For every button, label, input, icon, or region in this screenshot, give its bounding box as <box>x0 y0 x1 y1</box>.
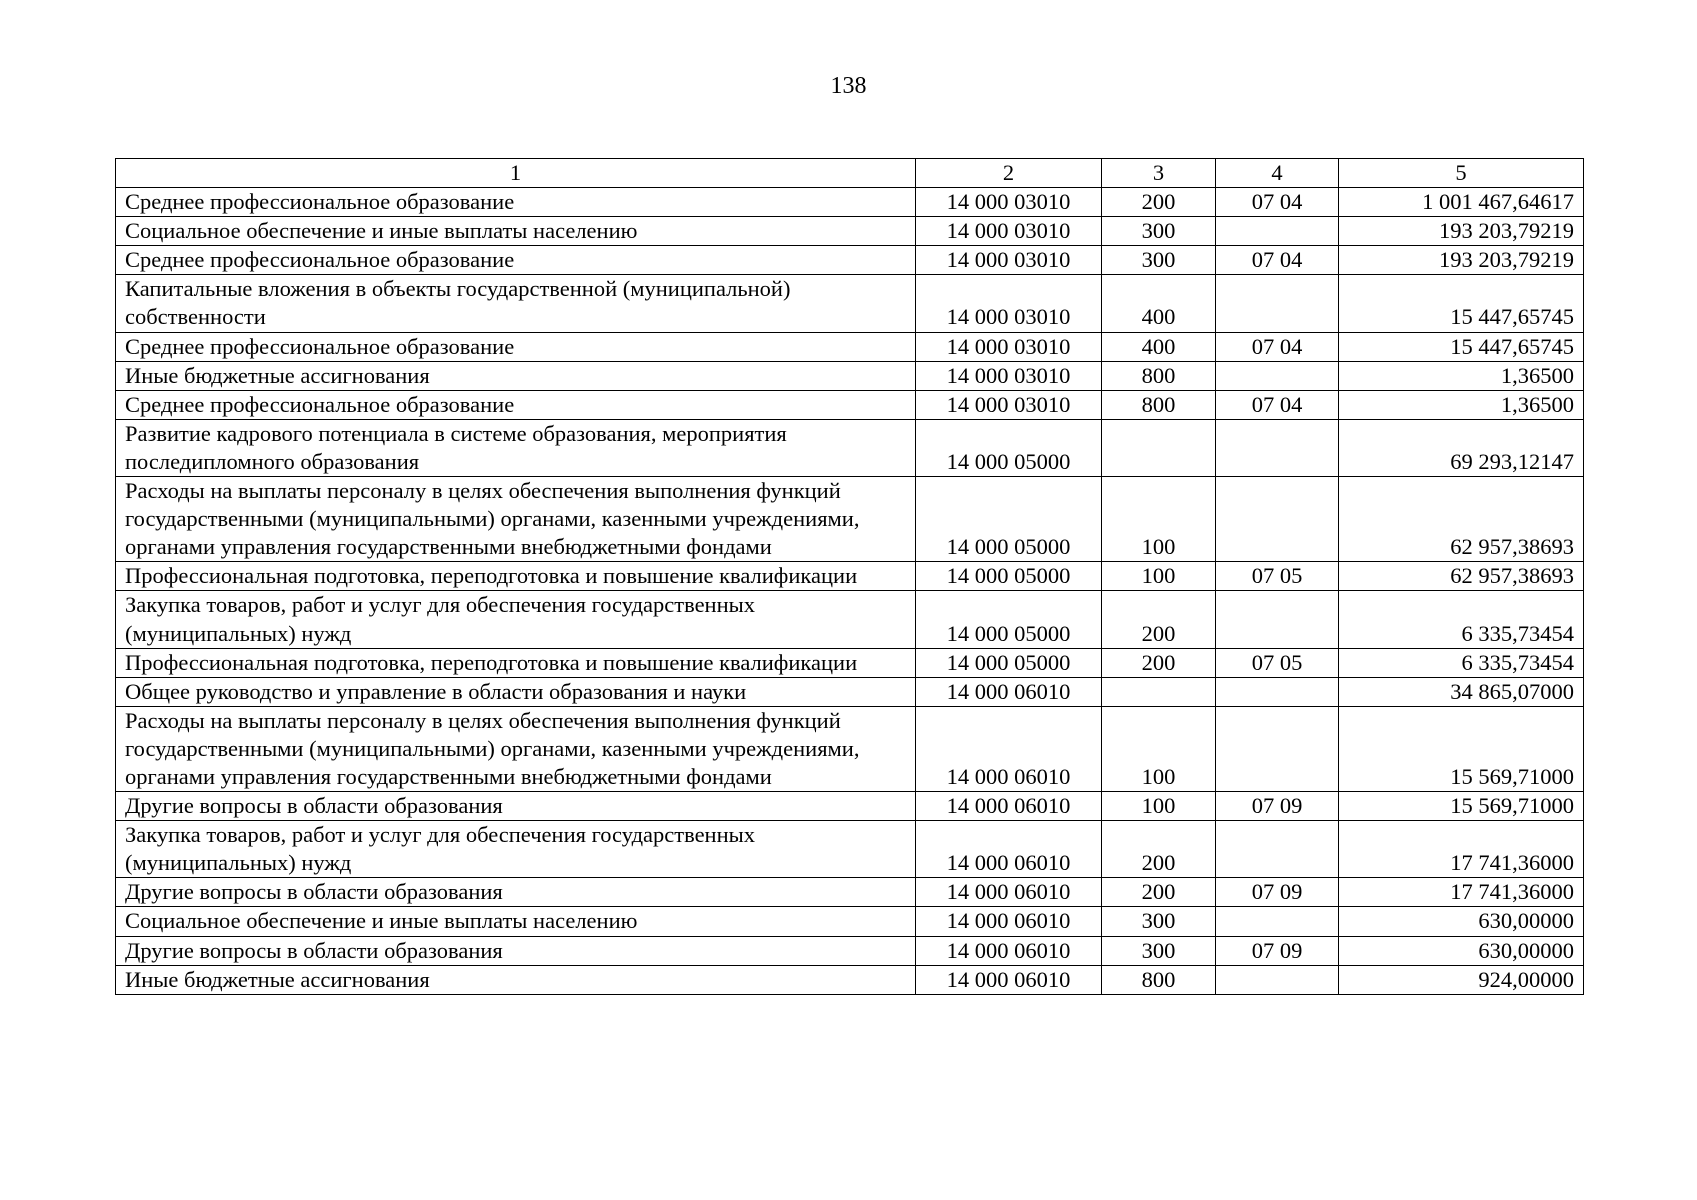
row-name: Профессиональная подготовка, переподготовка и повышение квалификации <box>116 562 916 591</box>
table-row <box>116 821 1584 878</box>
table-row <box>116 965 1584 994</box>
table-row <box>116 677 1584 706</box>
row-name: Другие вопросы в области образования <box>116 792 916 821</box>
row-code: 14 000 03010 <box>916 217 1102 246</box>
page-number: 138 <box>830 73 867 99</box>
row-section: 07 09 <box>1216 936 1339 965</box>
row-name: Среднее профессиональное образование <box>116 390 916 419</box>
row-expense-type: 400 <box>1102 332 1216 361</box>
column-header-2: 2 <box>916 159 1102 188</box>
table-row <box>116 706 1584 791</box>
row-amount: 924,00000 <box>1339 965 1584 994</box>
row-section <box>1216 419 1339 476</box>
row-expense-type: 300 <box>1102 907 1216 936</box>
row-section <box>1216 821 1339 878</box>
table-row <box>116 246 1584 275</box>
row-code: 14 000 03010 <box>916 390 1102 419</box>
row-expense-type: 100 <box>1102 706 1216 791</box>
row-name: Среднее профессиональное образование <box>116 246 916 275</box>
row-expense-type: 100 <box>1102 477 1216 562</box>
table-row <box>116 419 1584 476</box>
row-amount: 630,00000 <box>1339 907 1584 936</box>
column-header-1: 1 <box>116 159 916 188</box>
row-code: 14 000 06010 <box>916 792 1102 821</box>
row-name: Закупка товаров, работ и услуг для обеспечения государственных (муниципальных) нужд <box>116 591 916 648</box>
row-amount: 193 203,79219 <box>1339 246 1584 275</box>
row-section: 07 05 <box>1216 562 1339 591</box>
row-section <box>1216 361 1339 390</box>
row-section <box>1216 477 1339 562</box>
row-amount: 6 335,73454 <box>1339 648 1584 677</box>
row-code: 14 000 06010 <box>916 878 1102 907</box>
row-code: 14 000 05000 <box>916 648 1102 677</box>
table-row <box>116 275 1584 332</box>
row-amount: 630,00000 <box>1339 936 1584 965</box>
column-header-3: 3 <box>1102 159 1216 188</box>
row-amount: 34 865,07000 <box>1339 677 1584 706</box>
row-expense-type: 800 <box>1102 361 1216 390</box>
column-header-4: 4 <box>1216 159 1339 188</box>
row-code: 14 000 03010 <box>916 188 1102 217</box>
row-code: 14 000 06010 <box>916 821 1102 878</box>
row-expense-type: 300 <box>1102 936 1216 965</box>
row-expense-type: 800 <box>1102 965 1216 994</box>
row-code: 14 000 05000 <box>916 591 1102 648</box>
table-row <box>116 217 1584 246</box>
row-name: Среднее профессиональное образование <box>116 188 916 217</box>
row-expense-type <box>1102 419 1216 476</box>
table-row <box>116 477 1584 562</box>
row-name: Иные бюджетные ассигнования <box>116 361 916 390</box>
row-section <box>1216 706 1339 791</box>
row-expense-type: 200 <box>1102 821 1216 878</box>
row-amount: 17 741,36000 <box>1339 821 1584 878</box>
row-section: 07 04 <box>1216 246 1339 275</box>
row-name: Развитие кадрового потенциала в системе образования, мероприятия последипломного образования <box>116 419 916 476</box>
row-section <box>1216 965 1339 994</box>
row-code: 14 000 05000 <box>916 419 1102 476</box>
row-section <box>1216 677 1339 706</box>
table-row <box>116 878 1584 907</box>
row-expense-type: 300 <box>1102 217 1216 246</box>
row-name: Другие вопросы в области образования <box>116 936 916 965</box>
row-amount: 62 957,38693 <box>1339 562 1584 591</box>
table-row <box>116 591 1584 648</box>
table-row <box>116 332 1584 361</box>
row-name: Профессиональная подготовка, переподготовка и повышение квалификации <box>116 648 916 677</box>
row-section <box>1216 217 1339 246</box>
table-row <box>116 792 1584 821</box>
row-amount: 15 447,65745 <box>1339 332 1584 361</box>
row-expense-type: 400 <box>1102 275 1216 332</box>
row-section: 07 04 <box>1216 390 1339 419</box>
row-name: Иные бюджетные ассигнования <box>116 965 916 994</box>
row-amount: 15 569,71000 <box>1339 792 1584 821</box>
table-row <box>116 907 1584 936</box>
budget-table <box>115 158 1584 995</box>
row-section: 07 09 <box>1216 792 1339 821</box>
row-expense-type: 300 <box>1102 246 1216 275</box>
row-expense-type: 200 <box>1102 591 1216 648</box>
row-code: 14 000 03010 <box>916 275 1102 332</box>
row-amount: 1,36500 <box>1339 390 1584 419</box>
row-code: 14 000 03010 <box>916 361 1102 390</box>
row-code: 14 000 06010 <box>916 936 1102 965</box>
table-row <box>116 390 1584 419</box>
row-code: 14 000 06010 <box>916 706 1102 791</box>
row-code: 14 000 03010 <box>916 246 1102 275</box>
row-code: 14 000 05000 <box>916 477 1102 562</box>
row-name: Закупка товаров, работ и услуг для обеспечения государственных (муниципальных) нужд <box>116 821 916 878</box>
table-body <box>116 188 1584 995</box>
row-amount: 15 569,71000 <box>1339 706 1584 791</box>
row-name: Расходы на выплаты персоналу в целях обеспечения выполнения функций государственными (муниципальными) органами, казенными учреждениями, органами управления государственными внебюджетными фондами <box>116 477 916 562</box>
row-expense-type: 200 <box>1102 188 1216 217</box>
row-code: 14 000 06010 <box>916 965 1102 994</box>
row-section: 07 05 <box>1216 648 1339 677</box>
row-amount: 69 293,12147 <box>1339 419 1584 476</box>
table-row <box>116 361 1584 390</box>
row-code: 14 000 05000 <box>916 562 1102 591</box>
row-name: Общее руководство и управление в области образования и науки <box>116 677 916 706</box>
row-amount: 15 447,65745 <box>1339 275 1584 332</box>
table-header-row <box>116 159 1584 188</box>
row-name: Другие вопросы в области образования <box>116 878 916 907</box>
row-amount: 17 741,36000 <box>1339 878 1584 907</box>
table-row <box>116 936 1584 965</box>
row-code: 14 000 06010 <box>916 907 1102 936</box>
row-code: 14 000 06010 <box>916 677 1102 706</box>
row-code: 14 000 03010 <box>916 332 1102 361</box>
row-name: Социальное обеспечение и иные выплаты населению <box>116 217 916 246</box>
row-expense-type: 200 <box>1102 878 1216 907</box>
row-section <box>1216 907 1339 936</box>
row-name: Капитальные вложения в объекты государственной (муниципальной) собственности <box>116 275 916 332</box>
row-amount: 1,36500 <box>1339 361 1584 390</box>
row-section <box>1216 275 1339 332</box>
column-header-5: 5 <box>1339 159 1584 188</box>
table-row <box>116 562 1584 591</box>
row-expense-type: 200 <box>1102 648 1216 677</box>
row-section: 07 04 <box>1216 332 1339 361</box>
table-row <box>116 188 1584 217</box>
row-expense-type: 800 <box>1102 390 1216 419</box>
row-amount: 1 001 467,64617 <box>1339 188 1584 217</box>
table-row <box>116 648 1584 677</box>
row-expense-type <box>1102 677 1216 706</box>
row-amount: 193 203,79219 <box>1339 217 1584 246</box>
row-section: 07 04 <box>1216 188 1339 217</box>
row-expense-type: 100 <box>1102 562 1216 591</box>
row-section <box>1216 591 1339 648</box>
row-name: Социальное обеспечение и иные выплаты населению <box>116 907 916 936</box>
row-name: Среднее профессиональное образование <box>116 332 916 361</box>
row-amount: 6 335,73454 <box>1339 591 1584 648</box>
row-section: 07 09 <box>1216 878 1339 907</box>
row-name: Расходы на выплаты персоналу в целях обеспечения выполнения функций государственными (муниципальными) органами, казенными учреждениями, органами управления государственными внебюджетными фондами <box>116 706 916 791</box>
row-amount: 62 957,38693 <box>1339 477 1584 562</box>
row-expense-type: 100 <box>1102 792 1216 821</box>
